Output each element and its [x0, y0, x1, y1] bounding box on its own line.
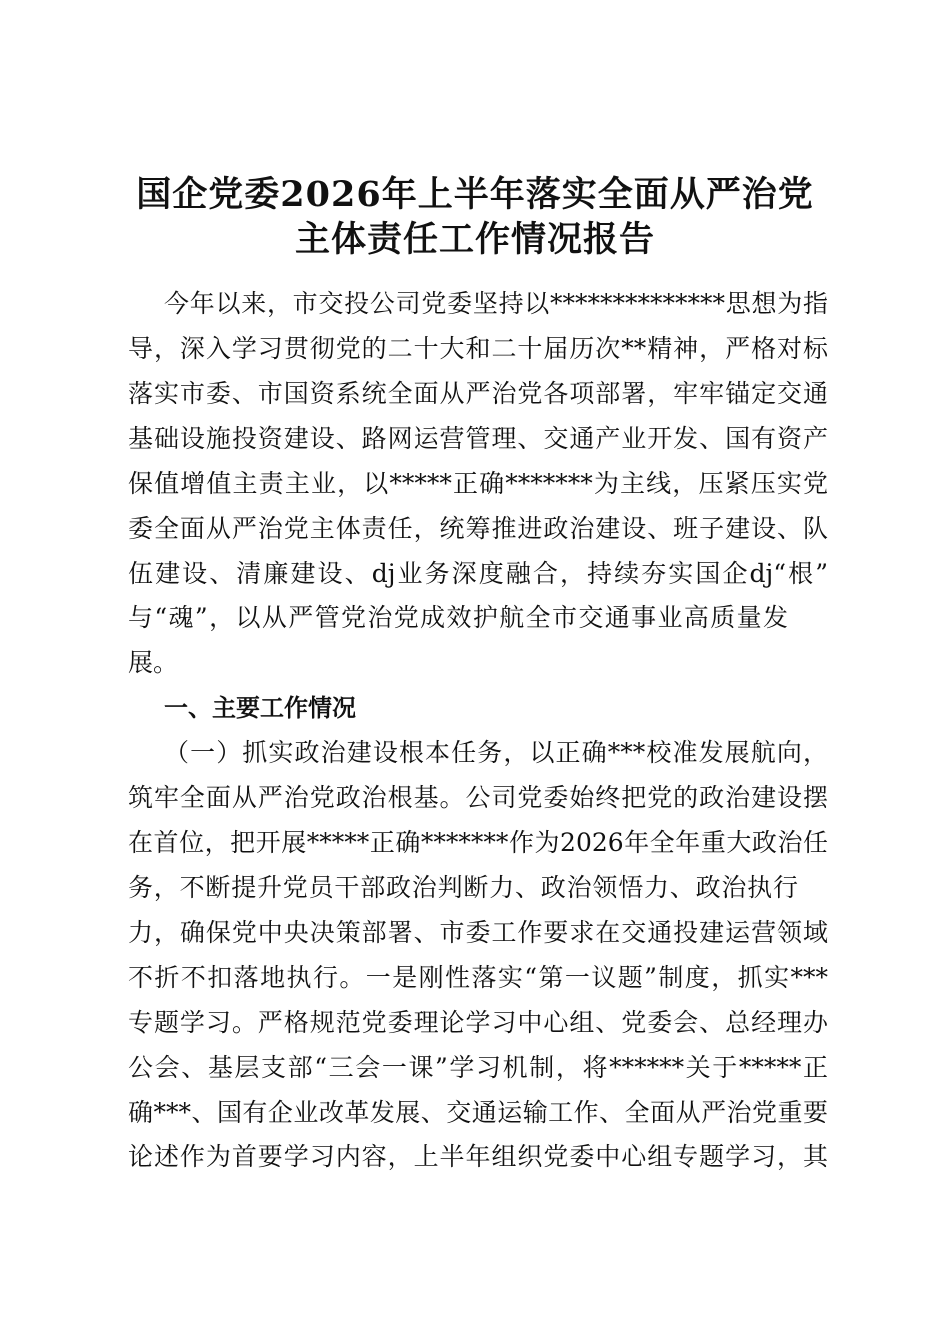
- paragraph-line: 基础设施投资建设、路网运营管理、交通产业开发、国有资产: [128, 424, 828, 453]
- paragraph-line: 务，不断提升党员干部政治判断力、政治领悟力、政治执行: [128, 873, 798, 902]
- paragraph-line: 委全面从严治党主体责任，统筹推进政治建设、班子建设、队: [128, 514, 828, 543]
- paragraph-line: 确***、国有企业改革发展、交通运输工作、全面从严治党重要: [128, 1098, 828, 1127]
- paragraph-line: 与“魂”，以从严管党治党成效护航全市交通事业高质量发: [128, 603, 788, 632]
- paragraph-line: 专题学习。严格规范党委理论学习中心组、党委会、总经理办: [128, 1008, 828, 1037]
- paragraph-line: 今年以来，市交投公司党委坚持以**************思想为指: [164, 289, 828, 318]
- paragraph-line: 保值增值主责主业，以*****正确*******为主线，压紧压实党: [128, 469, 828, 498]
- paragraph-line: 展。: [128, 648, 179, 677]
- paragraph-line: 筑牢全面从严治党政治根基。公司党委始终把党的政治建设摆: [128, 783, 828, 812]
- paragraph-line: 导，深入学习贯彻党的二十大和二十届历次**精神，严格对标: [128, 334, 828, 363]
- document-title-line-2: 主体责任工作情况报告: [294, 219, 655, 260]
- paragraph-line: 论述作为首要学习内容，上半年组织党委中心组专题学习，其: [128, 1142, 828, 1171]
- document-title-line-1: 国企党委2026年上半年落实全面从严治党: [136, 174, 814, 215]
- paragraph-line: （一）抓实政治建设根本任务，以正确***校准发展航向，: [164, 738, 828, 767]
- paragraph-line: 力，确保党中央决策部署、市委工作要求在交通投建运营领域: [128, 918, 828, 947]
- paragraph-line: 伍建设、清廉建设、dj业务深度融合，持续夯实国企dj“根”: [128, 559, 828, 588]
- paragraph-line: 落实市委、市国资系统全面从严治党各项部署，牢牢锚定交通: [128, 379, 828, 408]
- paragraph-line: 公会、基层支部“三会一课”学习机制，将******关于*****正: [128, 1053, 828, 1082]
- paragraph-line: 在首位，把开展*****正确*******作为2026年全年重大政治任: [128, 828, 828, 857]
- paragraph-line: 不折不扣落地执行。一是刚性落实“第一议题”制度，抓实***: [128, 963, 828, 992]
- section-heading: 一、主要工作情况: [164, 694, 356, 722]
